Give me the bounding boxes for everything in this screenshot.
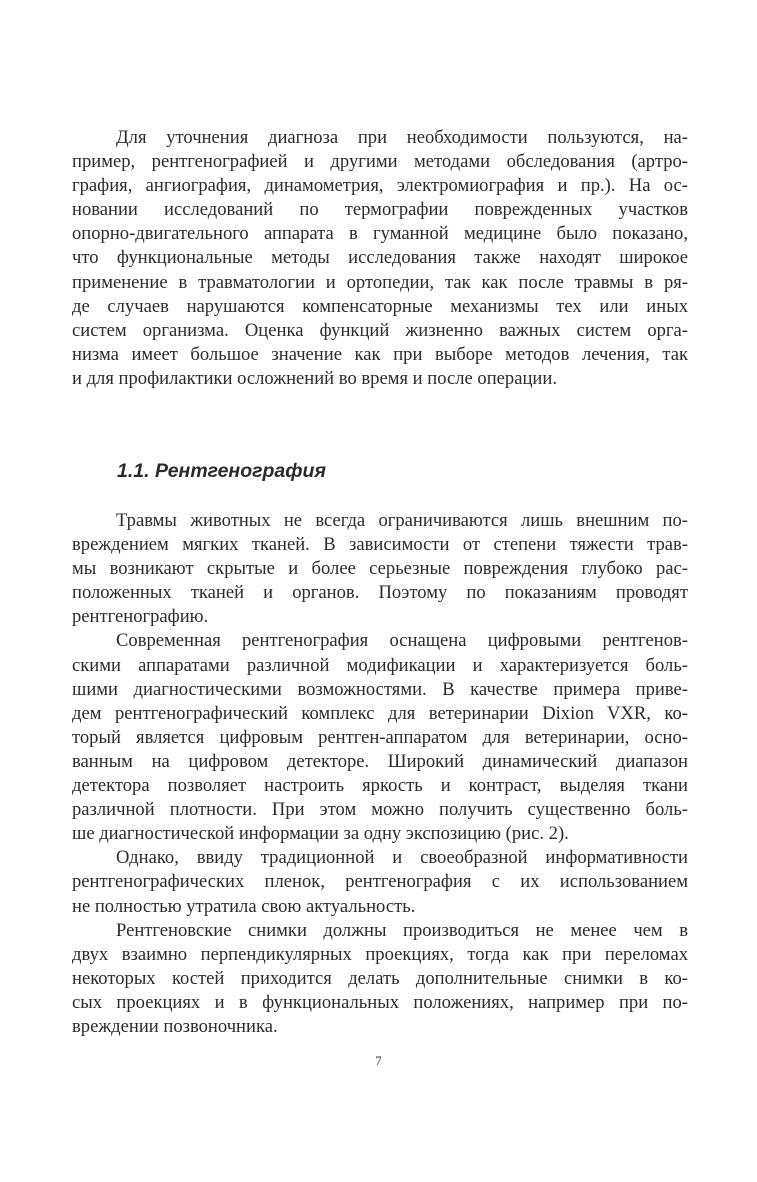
- text-line: вреждении позвоночника.: [72, 1015, 278, 1037]
- text-line: новании исследований по термографии поврежденных участков: [72, 199, 688, 221]
- text-line: Рентгеновские снимки должны производиться не менее чем в: [116, 919, 688, 941]
- text-line: положенных тканей и органов. Поэтому по показаниям проводят: [72, 582, 688, 604]
- text-line: ше диагностической информации за одну экспозицию (рис. 2).: [72, 823, 569, 845]
- text-line: рентгенографию.: [72, 606, 209, 628]
- section-heading: 1.1. Рентгенография: [117, 460, 326, 482]
- text-line: некоторых костей приходится делать дополнительные снимки в ко-: [72, 967, 688, 989]
- text-line: двух взаимно перпендикулярных проекциях, тогда как при переломах: [72, 943, 688, 965]
- text-line: мы возникают скрытые и более серьезные повреждения глубоко рас-: [72, 558, 688, 580]
- text-line: рентгенографических пленок, рентгенография с их использованием: [72, 871, 688, 893]
- text-line: Однако, ввиду традиционной и своеобразной информативности: [116, 847, 688, 869]
- text-line: скими аппаратами различной модификации и характеризуется боль-: [72, 654, 688, 676]
- text-line: шими диагностическими возможностями. В качестве примера приве-: [72, 678, 688, 700]
- text-line: Современная рентгенография оснащена цифровыми рентгенов-: [116, 630, 688, 652]
- text-line: и для профилактики осложнений во время и после операции.: [72, 367, 557, 389]
- text-line: не полностью утратила свою актуальность.: [72, 895, 416, 917]
- text-line: систем организма. Оценка функций жизненно важных систем орга-: [72, 319, 688, 341]
- text-line: применение в травматологии и ортопедии, так как после травмы в ря-: [72, 271, 688, 293]
- page-number: 7: [375, 1053, 382, 1068]
- text-line: вреждением мягких тканей. В зависимости от степени тяжести трав-: [72, 534, 688, 556]
- text-line: что функциональные методы исследования также находят широкое: [72, 247, 688, 269]
- text-line: де случаев нарушаются компенсаторные механизмы тех или иных: [72, 295, 688, 317]
- text-line: различной плотности. При этом можно получить существенно боль-: [72, 799, 688, 821]
- text-line: ванным на цифровом детекторе. Широкий динамический диапазон: [72, 750, 688, 772]
- text-line: детектора позволяет настроить яркость и контраст, выделяя ткани: [72, 775, 688, 797]
- text-line: дем рентгенографический комплекс для ветеринарии Dixion VXR, ко-: [72, 702, 688, 724]
- section-body: [72, 509, 688, 1039]
- text-line: сых проекциях и в функциональных положениях, например при по-: [72, 991, 688, 1013]
- text-line: пример, рентгенографией и другими методами обследования (артро-: [72, 151, 688, 173]
- text-line: Для уточнения диагноза при необходимости пользуются, на-: [116, 127, 688, 148]
- text-line: торый является цифровым рентген-аппаратом для ветеринарии, осно-: [72, 726, 688, 748]
- intro-paragraph: [72, 126, 688, 391]
- text-line: графия, ангиография, динамометрия, электромиография и пр.). На ос-: [72, 175, 688, 197]
- text-line: низма имеет большое значение как при выборе методов лечения, так: [72, 343, 688, 365]
- text-line: опорно-двигательного аппарата в гуманной медицине было показано,: [72, 223, 688, 245]
- text-line: Травмы животных не всегда ограничиваются лишь внешним по-: [116, 510, 688, 531]
